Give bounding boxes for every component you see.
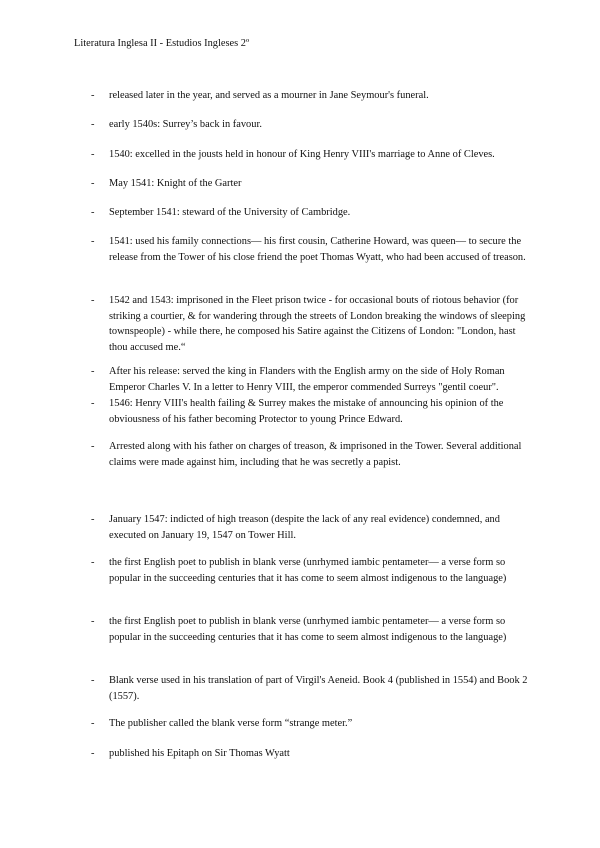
bullet-text: 1542 and 1543: imprisoned in the Fleet prison twice - for occasional bouts of riotous behavior (for striking a courtier, & for wandering through the streets of London breaking the windows of sleeping townspeople) - while there, he composed his Satire against the Citizens of London: "London, hast thou accused me.“ [109, 295, 526, 353]
bullet-text: After his release: served the king in Flanders with the English army on the side of Holy Roman Emperor Charles V. In a letter to Henry VIII, the emperor commended Surreys "gentil coeur". [109, 366, 505, 393]
bullet-text: the first English poet to publish in blank verse (unrhymed iambic pentameter— a verse form so popular in the succeeding centuries that it has come to seem almost indigenous to the language) [109, 557, 507, 584]
bullet-text: September 1541: steward of the University of Cambridge. [109, 207, 351, 218]
bullet-text: 1541: used his family connections— his first cousin, Catherine Howard, was queen— to secure the release from the Tower of his close friend the poet Thomas Wyatt, who had been accused of treason. [109, 236, 526, 263]
bullet-dash: - [91, 119, 95, 130]
bullet-dash: - [91, 236, 95, 247]
bullet-text: The publisher called the blank verse form “strange meter.” [109, 718, 353, 729]
bullet-text: May 1541: Knight of the Garter [109, 178, 242, 189]
bullet-item [91, 555, 531, 586]
bullet-text: January 1547: indicted of high treason (despite the lack of any real evidence) condemned, and executed on January 19, 1547 on Tower Hill. [109, 514, 500, 541]
bullet-item [91, 512, 531, 543]
bullet-item [91, 716, 531, 732]
bullet-text: Arrested along with his father on charges of treason, & imprisoned in the Tower. Several additional claims were made against him, including that he was secretly a papist. [109, 441, 522, 468]
bullet-item [91, 176, 531, 192]
bullet-text: 1540: excelled in the jousts held in honour of King Henry VIII's marriage to Anne of Cleves. [109, 149, 495, 160]
bullet-dash: - [91, 514, 95, 525]
bullet-item [91, 234, 531, 265]
bullet-dash: - [91, 675, 95, 686]
bullet-dash: - [91, 149, 95, 160]
bullet-item [91, 673, 531, 704]
bullet-dash: - [91, 207, 95, 218]
bullet-item [91, 117, 531, 133]
bullet-dash: - [91, 178, 95, 189]
bullet-item [91, 439, 531, 470]
bullet-dash: - [91, 616, 95, 627]
bullet-dash: - [91, 748, 95, 759]
bullet-text: early 1540s: Surrey’s back in favour. [109, 119, 262, 130]
bullet-dash: - [91, 441, 95, 452]
bullet-item [91, 147, 531, 163]
bullet-item [91, 88, 531, 104]
bullet-item [91, 746, 531, 762]
bullet-item [91, 396, 531, 427]
bullet-item [91, 364, 531, 395]
bullet-text: published his Epitaph on Sir Thomas Wyatt [109, 748, 290, 759]
running-header: Literatura Inglesa II - Estudios Ingleses 2º [74, 38, 250, 49]
bullet-text: the first English poet to publish in blank verse (unrhymed iambic pentameter— a verse form so popular in the succeeding centuries that it has come to seem almost indigenous to the language) [109, 616, 507, 643]
bullet-dash: - [91, 90, 95, 101]
bullet-text: Blank verse used in his translation of part of Virgil's Aeneid. Book 4 (published in 1554) and Book 2 (1557). [109, 675, 528, 702]
bullet-dash: - [91, 295, 95, 306]
bullet-text: 1546: Henry VIII's health failing & Surrey makes the mistake of announcing his opinion of the obviousness of his father becoming Protector to young Prince Edward. [109, 398, 504, 425]
bullet-item [91, 614, 531, 645]
bullet-dash: - [91, 557, 95, 568]
bullet-dash: - [91, 398, 95, 409]
bullet-dash: - [91, 718, 95, 729]
bullet-dash: - [91, 366, 95, 377]
bullet-item [91, 293, 531, 355]
bullet-item [91, 205, 531, 221]
bullet-text: released later in the year, and served as a mourner in Jane Seymour's funeral. [109, 90, 429, 101]
